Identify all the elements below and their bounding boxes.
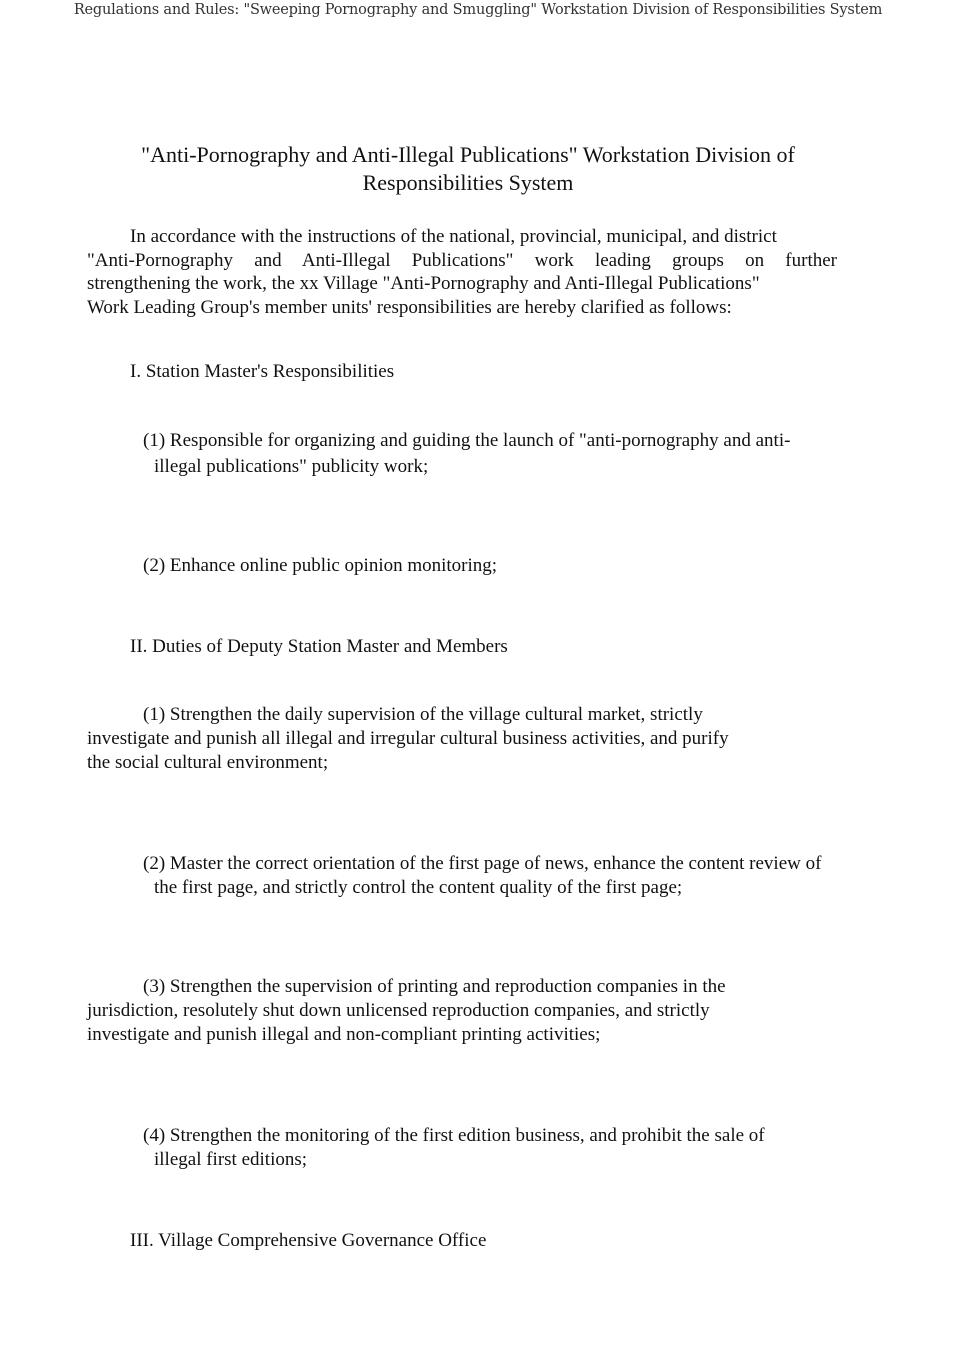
list-item [87, 703, 729, 775]
item-line: investigate and punish illegal and non-compliant printing activities; [87, 1024, 601, 1045]
list-item [143, 852, 821, 900]
section-heading: III. Village Comprehensive Governance Office [130, 1230, 487, 1251]
intro-line: strengthening the work, the xx Village "Anti-Pornography and Anti-Illegal Publications" [87, 273, 760, 294]
section-heading: II. Duties of Deputy Station Master and Members [130, 636, 508, 657]
item-line: (3) Strengthen the supervision of printing and reproduction companies in the [143, 976, 726, 997]
section-heading: I. Station Master's Responsibilities [130, 361, 395, 382]
document-title [0, 141, 936, 197]
item-line: (1) Responsible for organizing and guiding the launch of "anti-pornography and anti- [143, 430, 791, 451]
title-line-2: Responsibilities System [362, 170, 574, 195]
item-line: jurisdiction, resolutely shut down unlicensed reproduction companies, and strictly [87, 1000, 710, 1021]
list-item [143, 1124, 765, 1172]
intro-paragraph [87, 225, 837, 319]
item-line: investigate and punish all illegal and irregular cultural business activities, and purify [87, 728, 729, 749]
title-line-1: "Anti-Pornography and Anti-Illegal Publications" Workstation Division of [141, 142, 795, 167]
item-line: (2) Enhance online public opinion monitoring; [143, 555, 498, 576]
item-line: illegal first editions; [154, 1149, 308, 1170]
item-line: (4) Strengthen the monitoring of the first edition business, and prohibit the sale of [143, 1125, 765, 1146]
intro-line: Work Leading Group's member units' responsibilities are hereby clarified as follows: [87, 296, 732, 318]
intro-line: In accordance with the instructions of the national, provincial, municipal, and district [130, 226, 777, 247]
item-line: illegal publications" publicity work; [154, 456, 429, 477]
item-line: (1) Strengthen the daily supervision of the village cultural market, strictly [143, 704, 703, 725]
intro-line: "Anti-Pornography and Anti-Illegal Publications" work leading groups on further [87, 249, 837, 271]
running-header: Regulations and Rules: "Sweeping Pornography and Smuggling" Workstation Division of Responsibilities System [73, 2, 883, 18]
item-line: the first page, and strictly control the content quality of the first page; [154, 877, 683, 898]
item-line: (2) Master the correct orientation of the first page of news, enhance the content review of [143, 853, 822, 874]
list-item [143, 554, 497, 578]
list-item [143, 428, 790, 480]
list-item [87, 975, 726, 1047]
item-line: the social cultural environment; [87, 752, 329, 773]
